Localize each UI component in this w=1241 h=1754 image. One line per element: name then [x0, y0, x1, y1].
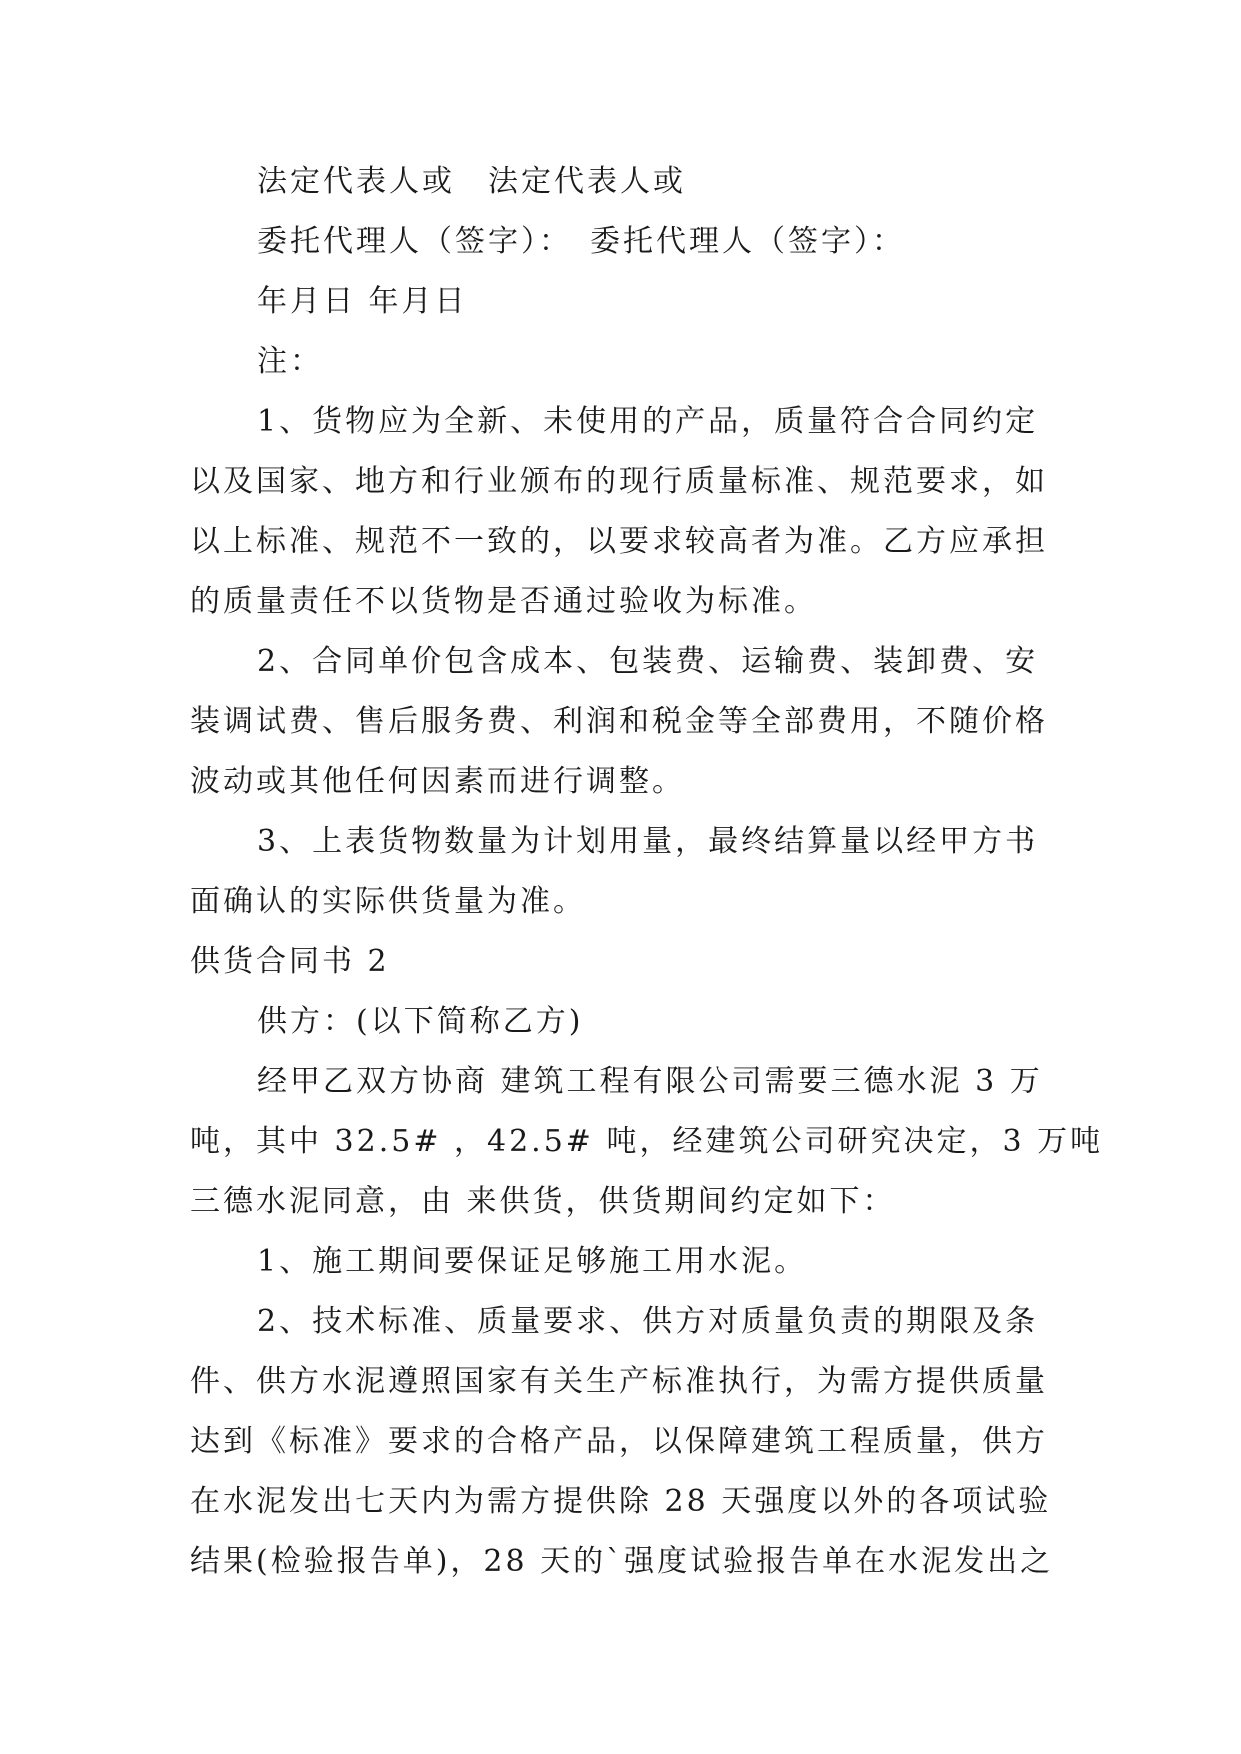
paragraph-line: 1、货物应为全新、未使用的产品，质量符合合同约定 — [257, 404, 1039, 439]
paragraph-line: 波动或其他任何因素而进行调整。 — [190, 764, 685, 799]
paragraph-line: 经甲乙双方协商 建筑工程有限公司需要三德水泥 3 万 — [257, 1064, 1043, 1099]
paragraph-line: 供方：(以下简称乙方) — [257, 1004, 584, 1039]
paragraph-line: 面确认的实际供货量为准。 — [190, 884, 586, 919]
paragraph-line: 以上标准、规范不一致的，以要求较高者为准。乙方应承担 — [190, 524, 1048, 559]
paragraph-line: 件、供方水泥遵照国家有关生产标准执行，为需方提供质量 — [190, 1364, 1048, 1399]
paragraph-line: 吨，其中 32.5# ，42.5# 吨，经建筑公司研究决定，3 万吨 — [190, 1124, 1104, 1159]
paragraph-line: 的质量责任不以货物是否通过验收为标准。 — [190, 584, 817, 619]
signature-line-representative: 法定代表人或 法定代表人或 — [257, 164, 686, 199]
paragraph-line: 以及国家、地方和行业颁布的现行质量标准、规范要求，如 — [190, 464, 1048, 499]
paragraph-line: 达到《标准》要求的合格产品，以保障建筑工程质量，供方 — [190, 1424, 1048, 1459]
paragraph-line: 三德水泥同意，由 来供货，供货期间约定如下： — [190, 1184, 896, 1219]
paragraph-line: 1、施工期间要保证足够施工用水泥。 — [257, 1244, 808, 1279]
paragraph-line: 2、合同单价包含成本、包装费、运输费、装卸费、安 — [257, 644, 1039, 679]
document-page — [190, 152, 1104, 1592]
note-heading: 注： — [257, 344, 323, 379]
paragraph-line: 装调试费、售后服务费、利润和税金等全部费用，不随价格 — [190, 704, 1048, 739]
paragraph-line: 2、技术标准、质量要求、供方对质量负责的期限及条 — [257, 1304, 1039, 1339]
paragraph-line: 3、上表货物数量为计划用量，最终结算量以经甲方书 — [257, 824, 1039, 859]
signature-line-agent: 委托代理人（签字）： 委托代理人（签字）： — [257, 224, 905, 259]
paragraph-line: 结果(检验报告单)，28 天的`强度试验报告单在水泥发出之 — [190, 1544, 1054, 1579]
paragraph-line: 在水泥发出七天内为需方提供除 28 天强度以外的各项试验 — [190, 1484, 1052, 1519]
section-title: 供货合同书 2 — [190, 944, 390, 979]
signature-line-date: 年月日 年月日 — [257, 284, 468, 319]
